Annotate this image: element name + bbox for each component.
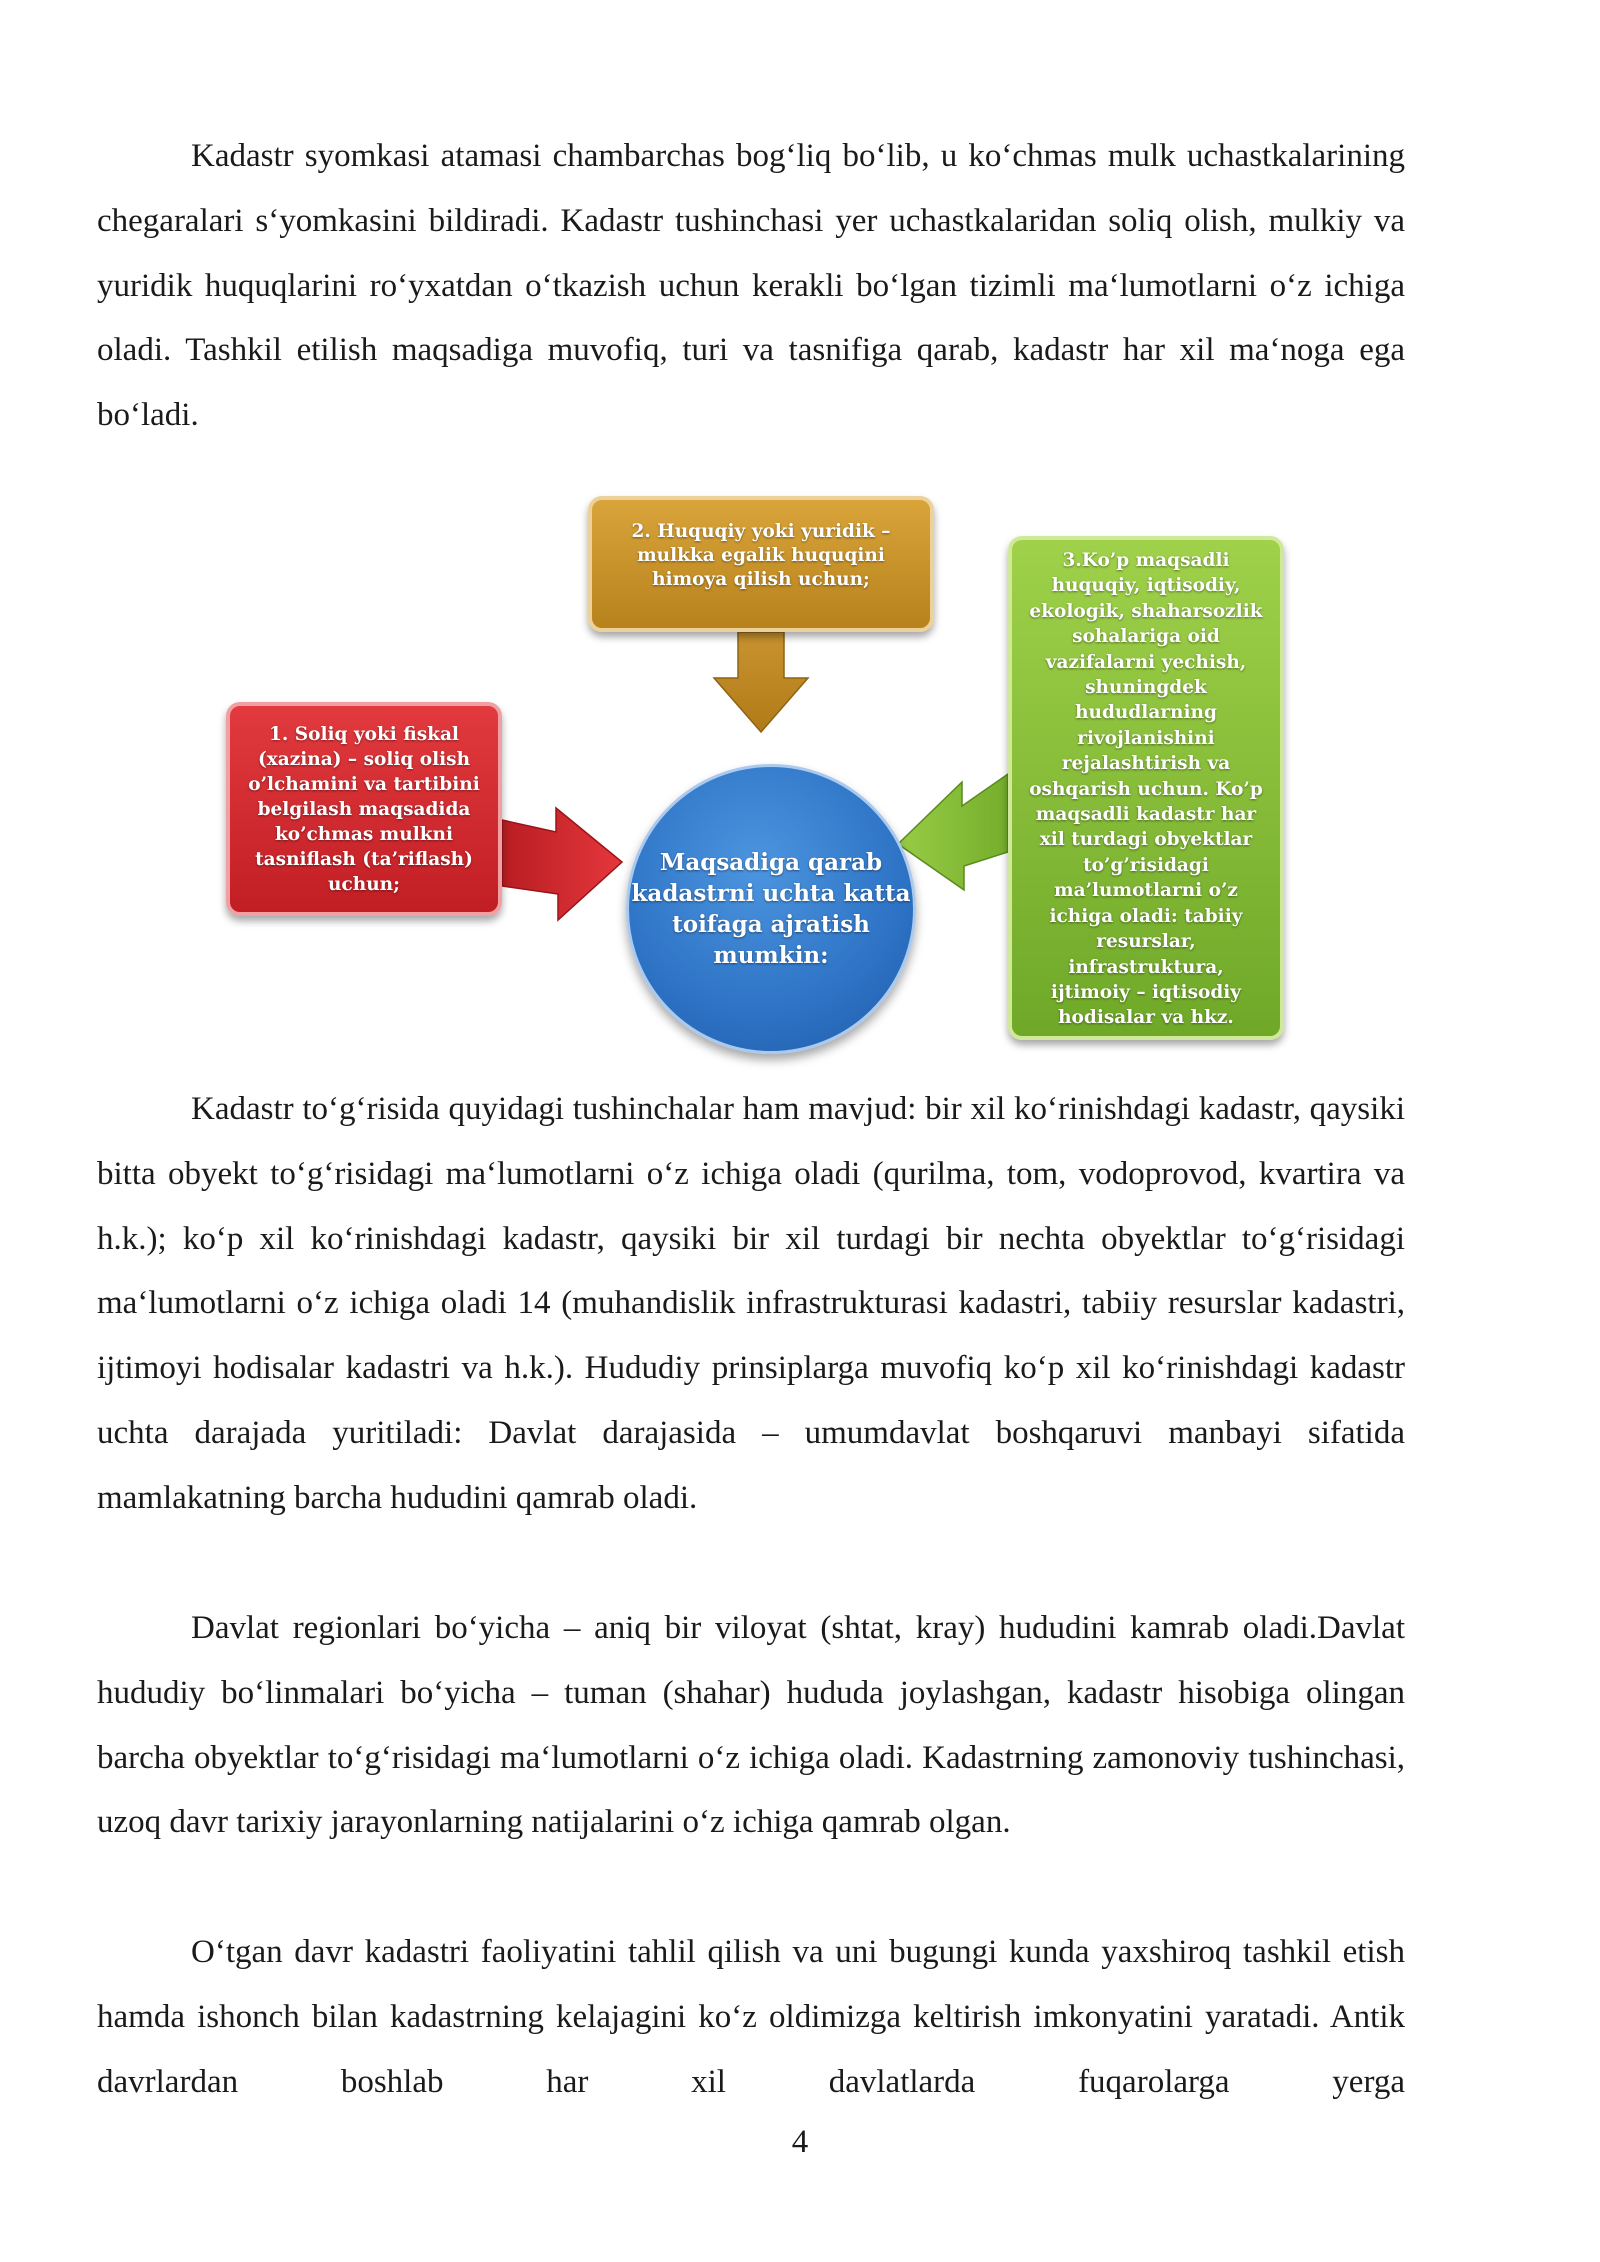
arrow-gold-icon (714, 632, 808, 732)
category-box-fiscal: 1. Soliq yoki fiskal (xazina) – soliq olish o’lchamini va tartibini belgilash maqsadida ko’chmas mulkni tasniflash (ta’riflash) uchun; (226, 702, 502, 916)
classification-diagram (186, 482, 1310, 1048)
paragraph-2: Kadastr to‘g‘risida quyidagi tushinchalar ham mavjud: bir xil ko‘rinishdagi kadastr, qaysiki bitta obyekt to‘g‘risidagi ma‘lumotlarni o‘z ichiga oladi (qurilma, tom, vodoprovod, kvartira va h.k.); ko‘p xil ko‘rinishdagi kadastr, qaysiki bir xil turdagi bir nechta obyektlar to‘g‘risidagi ma‘lumotlarni o‘z ichiga oladi 14 (muhandislik infrastrukturasi kadastri, tabiiy resurslar kadastri, ijtimoyi hodisalar kadastri va h.k.). Hududiy prinsiplarga muvofiq ko‘p xil ko‘rinishdagi kadastr uchta darajada yuritiladi: Davlat darajasida – umumdavlat boshqaruvi manbayi sifatida mamlakatning barcha hududini qamrab oladi. (97, 1091, 1405, 1516)
paragraph-3: Davlat regionlari bo‘yicha – aniq bir viloyat (shtat, kray) hududini kamrab oladi.Davlat hududiy bo‘linmalari bo‘yicha – tuman (shahar) hududa joylashgan, kadastr hisobiga olingan barcha obyektlar to‘g‘risidagi ma‘lumotlarni o‘z ichiga oladi. Kadastrning zamonoviy tushinchasi, uzoq davr tarixiy jarayonlarning natijalarini o‘z ichiga qamrab olgan. (97, 1610, 1405, 1841)
arrow-red-icon (502, 808, 622, 920)
category-box-multipurpose: 3.Ko’p maqsadli huquqiy, iqtisodiy, ekologik, shaharsozlik sohalariga oid vazifalarni yechish, shuningdek hududlarning rivojlanishini rejalashtirish va oshqarish uchun. Ko’p maqsadli kadastr har xil turdagi obyektlar to’g’risidagi ma’lumotlarni o’z ichiga oladi: tabiiy resurslar, infrastruktura, ijtimoiy – iqtisodiy hodisalar va hkz. (1008, 536, 1284, 1040)
arrow-green-icon (898, 774, 1008, 890)
paragraph-1: Kadastr syomkasi atamasi chambarchas bog‘liq bo‘lib, u ko‘chmas mulk uchastkalarining chegaralari s‘yomkasini bildiradi. Kadastr tushinchasi yer uchastkalaridan soliq olish, mulkiy va yuridik huquqlarini ro‘yxatdan o‘tkazish uchun kerakli bo‘lgan tizimli ma‘lumotlarni o‘z ichiga oladi. Tashkil etilish maqsadiga muvofiq, turi va tasnifiga qarab, kadastr har xil ma‘noga ega bo‘ladi. (97, 138, 1405, 434)
center-circle: Maqsadiga qarab kadastrni uchta katta toifaga ajratish mumkin: (626, 764, 916, 1054)
paragraph-4: O‘tgan davr kadastri faoliyatini tahlil qilish va uni bugungi kunda yaxshiroq tashkil etish hamda ishonch bilan kadastrning kelajagini ko‘z oldimizga keltirish imkonyatini yaratadi. Antik davrlardan boshlab har xil davlatlarda fuqarolarga yerga (97, 1934, 1405, 2100)
page-number: 4 (791, 2124, 809, 2160)
category-box-legal: 2. Huquqiy yoki yuridik – mulkka egalik huquqini himoya qilish uchun; (588, 496, 934, 632)
